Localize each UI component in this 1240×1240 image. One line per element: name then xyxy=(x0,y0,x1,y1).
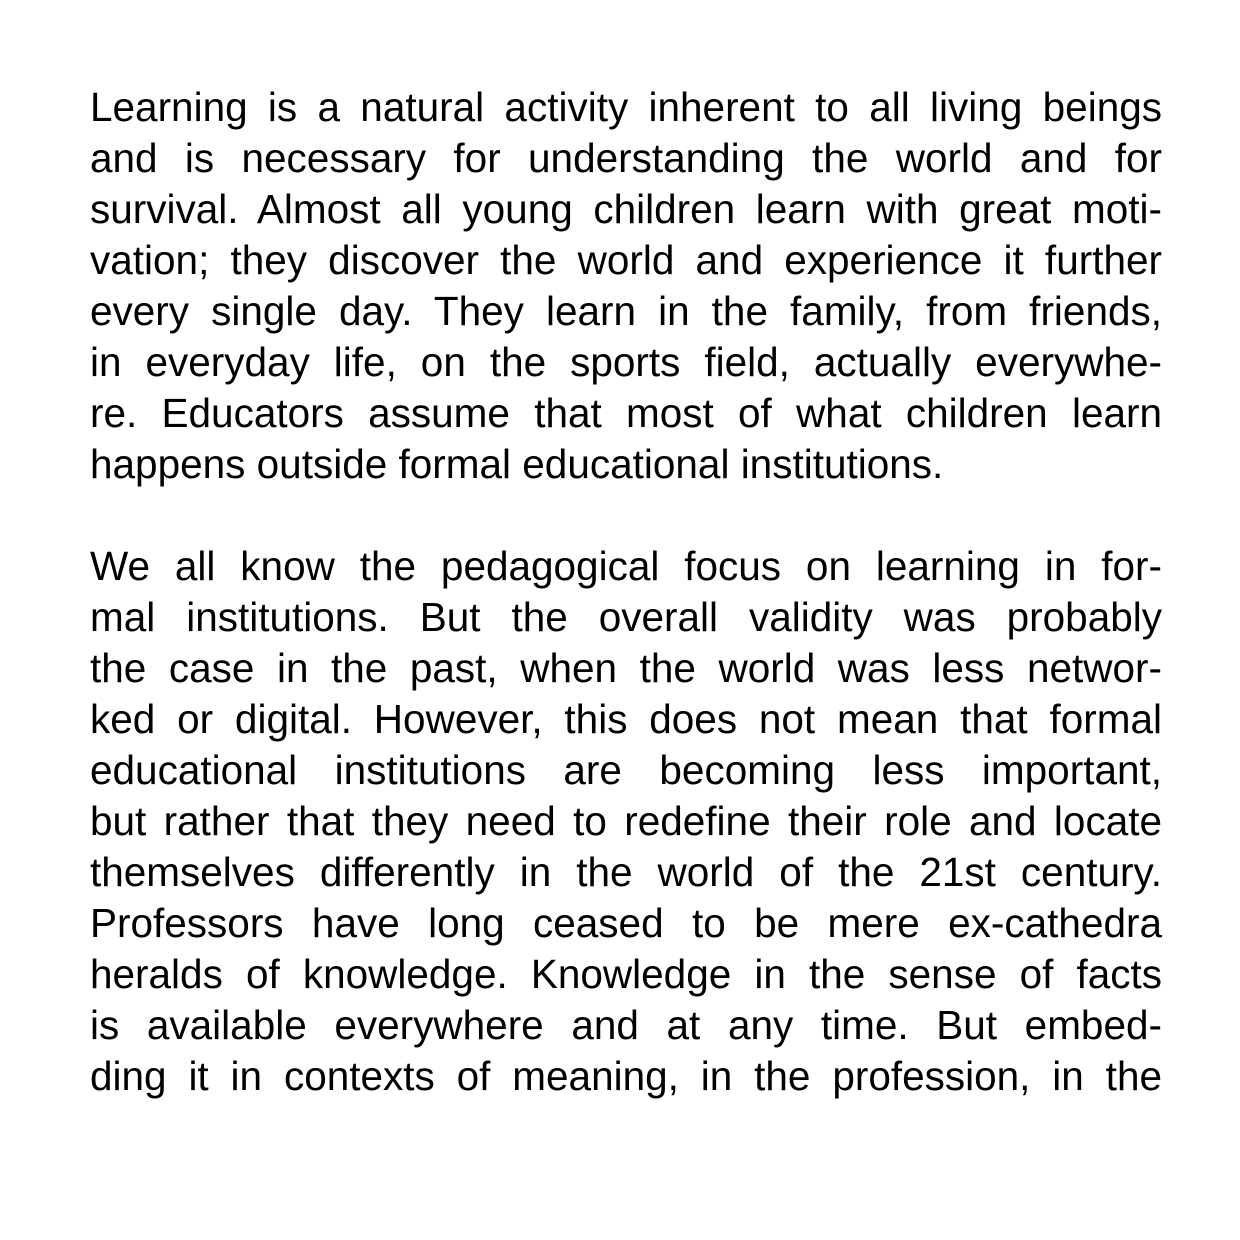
text-line: heralds of knowledge. Knowledge in the sense of facts xyxy=(90,951,1162,997)
text-line: ding it in contexts of meaning, in the profession, in the xyxy=(90,1053,1162,1099)
text-line: every single day. They learn in the family, from friends, xyxy=(90,288,1162,334)
text-line: in everyday life, on the sports field, actually everywhe- xyxy=(90,339,1162,385)
text-line: and is necessary for understanding the world and for xyxy=(90,135,1162,181)
text-line: educational institutions are becoming less important, xyxy=(90,747,1162,793)
text-line: themselves differently in the world of the 21st century. xyxy=(90,849,1162,895)
text-line: re. Educators assume that most of what children learn xyxy=(90,390,1162,436)
text-line: vation; they discover the world and experience it further xyxy=(90,237,1162,283)
text-line: We all know the pedagogical focus on learning in for- xyxy=(90,543,1162,589)
text-line: Learning is a natural activity inherent to all living beings xyxy=(90,84,1162,130)
text-line: but rather that they need to redefine their role and locate xyxy=(90,798,1162,844)
text-line: ked or digital. However, this does not mean that formal xyxy=(90,696,1162,742)
text-line: happens outside formal educational institutions. xyxy=(90,441,944,487)
document-body xyxy=(90,82,1162,1102)
text-line: is available everywhere and at any time. But embed- xyxy=(90,1002,1162,1048)
paragraph-1 xyxy=(90,82,1162,490)
paragraph-2 xyxy=(90,541,1162,1102)
text-line: survival. Almost all young children learn with great moti- xyxy=(90,186,1162,232)
text-line: Professors have long ceased to be mere ex-cathedra xyxy=(90,900,1162,946)
text-line: the case in the past, when the world was less networ- xyxy=(90,645,1162,691)
text-line: mal institutions. But the overall validity was probably xyxy=(90,594,1162,640)
